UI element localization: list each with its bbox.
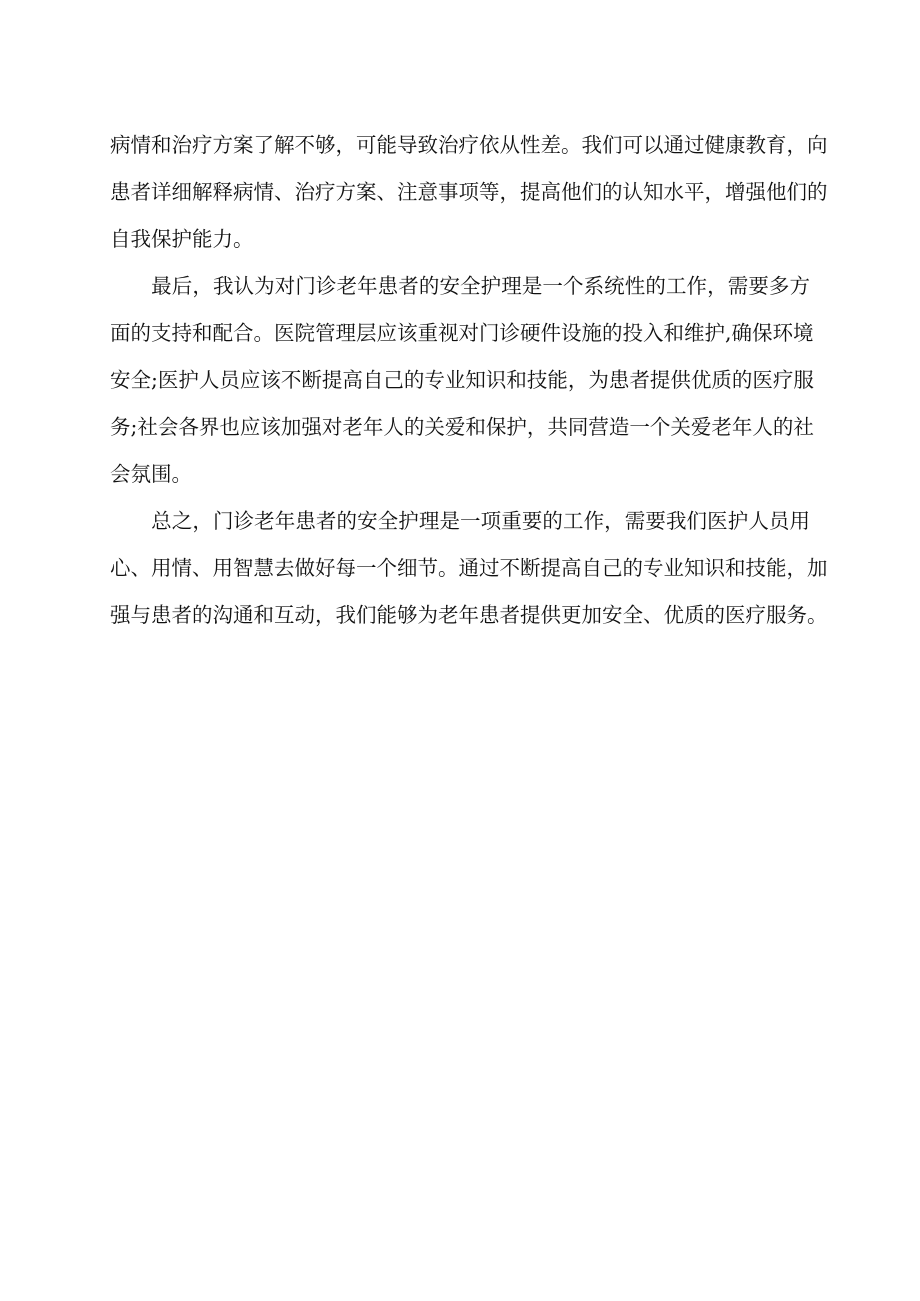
paragraph-line: 面的支持和配合。医院管理层应该重视对门诊硬件设施的投入和维护,确保环境 (110, 321, 814, 345)
paragraph-line: 会氛围。 (110, 462, 192, 486)
paragraph-3 (110, 498, 828, 639)
paragraph-line: 安全;医护人员应该不断提高自己的专业知识和技能，为患者提供优质的医疗服 (110, 368, 814, 392)
paragraph-line: 最后，我认为对门诊老年患者的安全护理是一个系统性的工作，需要多方 (110, 274, 810, 298)
paragraph-line: 自我保护能力。 (110, 227, 254, 251)
paragraph-line: 务;社会各界也应该加强对老年人的关爱和保护，共同营造一个关爱老年人的社 (110, 415, 814, 439)
paragraph-line: 总之，门诊老年患者的安全护理是一项重要的工作，需要我们医护人员用 (110, 509, 810, 533)
paragraph-2 (110, 263, 814, 498)
paragraph-line: 患者详细解释病情、治疗方案、注意事项等，提高他们的认知水平，增强他们的 (110, 180, 828, 204)
paragraph-line: 强与患者的沟通和互动，我们能够为老年患者提供更加安全、优质的医疗服务。 (110, 603, 828, 627)
paragraph-1 (110, 122, 828, 263)
body-text (110, 122, 828, 639)
paragraph-line: 心、用情、用智慧去做好每一个细节。通过不断提高自己的专业知识和技能，加 (110, 556, 828, 580)
paragraph-line: 病情和治疗方案了解不够，可能导致治疗依从性差。我们可以通过健康教育，向 (110, 133, 828, 157)
